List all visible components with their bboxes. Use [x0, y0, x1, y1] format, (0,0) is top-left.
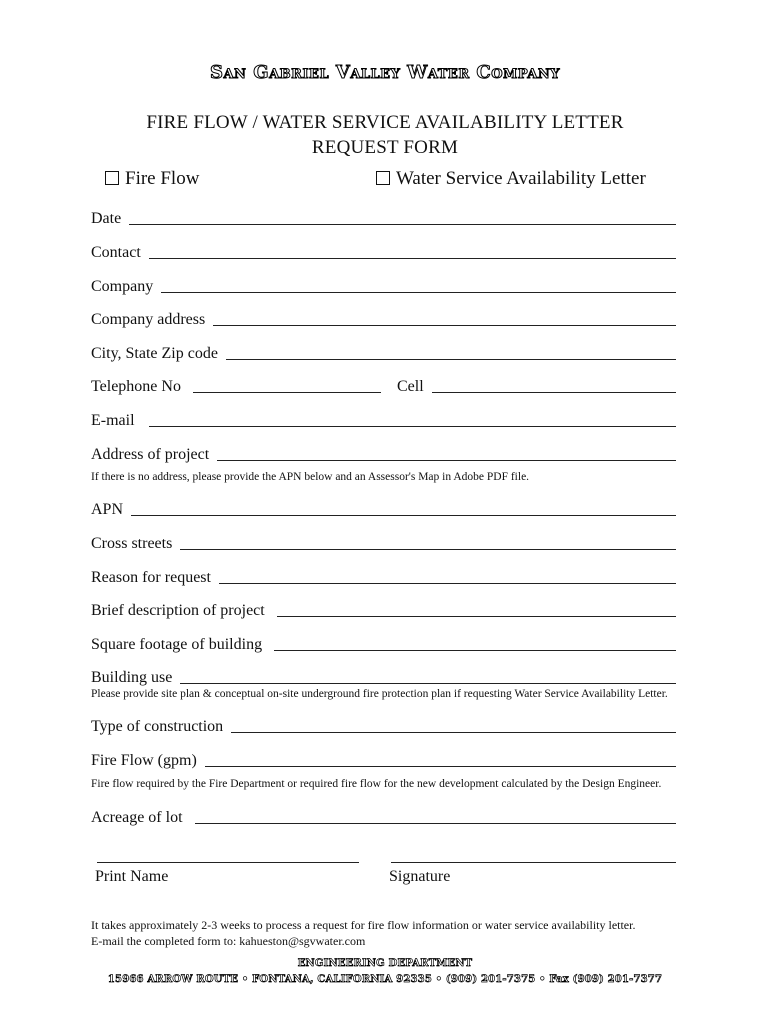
building-use-field[interactable]: [91, 665, 676, 687]
construction-type-field[interactable]: [91, 714, 676, 736]
building-use-line[interactable]: [180, 667, 676, 684]
fire-flow-option[interactable]: [105, 168, 199, 190]
cell-label: Cell: [396, 378, 424, 395]
telephone-cell-field[interactable]: [91, 374, 676, 396]
water-service-label: Water Service Availability Letter: [396, 168, 646, 189]
construction-type-label: Type of construction: [91, 718, 224, 735]
description-label: Brief description of project: [91, 602, 265, 619]
acreage-label: Acreage of lot: [91, 809, 183, 826]
processing-note: It takes approximately 2-3 weeks to process a request for fire flow information or water service availability letter.: [91, 918, 636, 932]
apn-field[interactable]: [91, 497, 676, 519]
telephone-label: Telephone No: [91, 378, 181, 395]
telephone-line[interactable]: [193, 376, 381, 393]
acreage-field[interactable]: [91, 805, 676, 827]
apn-label: APN: [91, 501, 124, 518]
print-name-line[interactable]: [97, 862, 359, 863]
reason-line[interactable]: [219, 567, 676, 584]
apn-line[interactable]: [131, 499, 676, 516]
signature-label: Signature: [389, 868, 451, 885]
water-service-checkbox[interactable]: [376, 171, 390, 185]
square-footage-line[interactable]: [274, 634, 676, 651]
fire-flow-note: Fire flow required by the Fire Department or required fire flow for the new development calculated by the Design Engineer.: [91, 778, 662, 790]
print-name-label: Print Name: [95, 868, 169, 885]
department-address: 15966 ARROW ROUTE • FONTANA, CALIFORNIA 92335 • (909) 201-7375 • Fax (909) 201-7377: [107, 974, 663, 985]
construction-type-line[interactable]: [231, 716, 676, 733]
fire-flow-checkbox[interactable]: [105, 171, 119, 185]
description-field[interactable]: [91, 598, 676, 620]
project-address-label: Address of project: [91, 446, 210, 463]
project-address-field[interactable]: [91, 442, 676, 464]
fire-flow-gpm-field[interactable]: [91, 748, 676, 770]
email-line[interactable]: [149, 410, 676, 427]
email-instructions: E-mail the completed form to: kahueston@sgvwater.com: [91, 934, 366, 948]
signature-line[interactable]: [391, 862, 676, 863]
cell-line[interactable]: [432, 376, 676, 393]
cross-streets-field[interactable]: [91, 531, 676, 553]
date-field[interactable]: [91, 206, 676, 228]
cross-streets-line[interactable]: [180, 533, 676, 550]
site-plan-note: Please provide site plan & conceptual on-site underground fire protection plan if requesting Water Service Availability Letter.: [91, 688, 668, 700]
company-name: San Gabriel Valley Water Company: [209, 62, 561, 83]
email-label: E-mail: [91, 412, 135, 429]
contact-field[interactable]: [91, 240, 676, 262]
reason-label: Reason for request: [91, 569, 211, 586]
reason-field[interactable]: [91, 565, 676, 587]
company-address-label: Company address: [91, 311, 206, 328]
company-field[interactable]: [91, 274, 676, 296]
water-service-option[interactable]: [376, 168, 646, 190]
fire-flow-gpm-label: Fire Flow (gpm): [91, 752, 197, 769]
department-name: ENGINEERING DEPARTMENT: [297, 958, 473, 969]
building-use-label: Building use: [91, 669, 173, 686]
form-title: [0, 110, 770, 160]
project-address-line[interactable]: [217, 444, 676, 461]
apn-note: If there is no address, please provide the APN below and an Assessor's Map in Adobe PDF file.: [91, 471, 530, 483]
date-label: Date: [91, 210, 122, 227]
contact-label: Contact: [91, 244, 141, 261]
city-state-zip-line[interactable]: [226, 343, 676, 360]
contact-line[interactable]: [149, 242, 676, 259]
cross-streets-label: Cross streets: [91, 535, 173, 552]
city-state-zip-label: City, State Zip code: [91, 345, 218, 362]
square-footage-field[interactable]: [91, 632, 676, 654]
company-label: Company: [91, 278, 154, 295]
form-title-line1: FIRE FLOW / WATER SERVICE AVAILABILITY LETTER: [146, 112, 624, 133]
fire-flow-gpm-line[interactable]: [205, 750, 676, 767]
email-field[interactable]: [91, 408, 676, 430]
form-title-line2: REQUEST FORM: [311, 137, 459, 158]
acreage-line[interactable]: [195, 807, 676, 824]
square-footage-label: Square footage of building: [91, 636, 263, 653]
company-line[interactable]: [161, 276, 676, 293]
company-address-field[interactable]: [91, 307, 676, 329]
date-line[interactable]: [129, 208, 676, 225]
description-line[interactable]: [277, 600, 676, 617]
company-address-line[interactable]: [213, 309, 676, 326]
city-state-zip-field[interactable]: [91, 341, 676, 363]
fire-flow-label: Fire Flow: [125, 168, 200, 189]
